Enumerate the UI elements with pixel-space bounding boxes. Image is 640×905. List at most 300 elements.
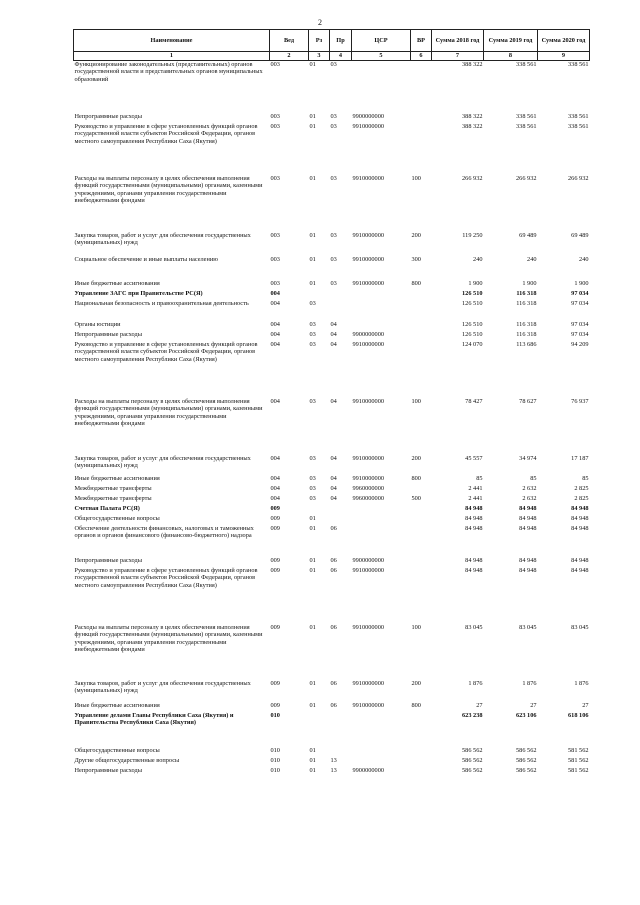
row-ved: 004 [270,321,280,328]
row-pr: 06 [330,525,337,532]
row-sum-2019: 83 045 [519,624,537,631]
row-name: Общегосударственные вопросы [74,747,160,754]
row-sum-2018: 27 [476,702,483,709]
row-csr: 9910000000 [352,680,384,687]
row-ved: 009 [270,567,280,574]
row-name: Управление делами Главы Республики Саха (Якутия) и Правительства Республики Саха (Якутия) [74,712,234,727]
row-rz: 03 [309,495,316,502]
row-csr: 9910000000 [352,455,384,462]
table-row [74,290,590,300]
row-pr: 04 [330,341,337,348]
header-sum-2020: Сумма 2020 год [538,30,590,52]
row-name: Руководство и управление в сфере установленных функций органов государственной власти субъектов Российской Федерации, органов местного самоуправления Республики Саха (Якутия) [74,341,258,363]
row-sum-2019: 240 [527,256,537,263]
row-ved: 009 [270,557,280,564]
row-pr: 06 [330,567,337,574]
row-sum-2018: 126 510 [462,300,483,307]
header-sum-2018: Сумма 2018 год [432,30,484,52]
row-sum-2018: 2 441 [468,485,483,492]
row-sum-2018: 126 510 [462,331,483,338]
table-row [74,767,590,777]
row-vr [411,505,432,515]
row-sum-2019: 1 900 [522,280,537,287]
row-sum-2018: 85 [476,475,483,482]
row-sum-2018: 126 510 [462,321,483,328]
row-ved: 004 [270,398,280,405]
row-csr [352,515,411,525]
row-rz: 01 [309,256,316,263]
row-vr [411,557,432,567]
row-csr: 9910000000 [352,280,384,287]
row-sum-2018: 126 510 [462,290,483,297]
row-ved: 004 [270,495,280,502]
row-rz: 01 [309,113,316,120]
row-sum-2018: 84 948 [465,525,483,532]
table-row [74,341,590,398]
row-rz: 01 [309,61,316,68]
row-sum-2020: 27 [582,702,589,709]
column-number: 8 [484,52,538,61]
row-name: Счетная Палата РС(Я) [74,505,140,512]
row-ved: 004 [270,300,280,307]
row-ved: 009 [270,680,280,687]
row-sum-2018: 1 876 [468,680,483,687]
table-row [74,680,590,702]
row-rz: 03 [309,331,316,338]
row-vr [411,61,432,114]
row-name: Расходы на выплаты персоналу в целях обеспечения выполнения функций государственными (муниципальными) органами, казенными учреждениями, органами управления государственными внебюджетными фондами [74,624,263,654]
row-name: Руководство и управление в сфере установленных функций органов государственной власти субъектов Российской Федерации, органов местного самоуправления Республики Саха (Якутия) [74,123,258,145]
row-ved: 009 [270,515,280,522]
row-pr: 06 [330,624,337,631]
row-rz: 01 [309,624,316,631]
table-row [74,175,590,232]
row-pr: 13 [330,757,337,764]
row-sum-2020: 581 562 [568,767,589,774]
row-sum-2018: 586 562 [462,767,483,774]
row-csr: 9900000000 [352,557,384,564]
row-sum-2018: 388 322 [462,61,483,68]
row-pr: 03 [330,280,337,287]
header-vr: ВР [411,30,432,52]
row-sum-2018: 586 562 [462,757,483,764]
row-vr [411,712,432,747]
row-rz: 01 [309,123,316,130]
row-name: Межбюджетные трансферты [74,485,152,492]
row-name: Управление ЗАГС при Правительстве РС(Я) [74,290,203,297]
row-rz: 01 [309,232,316,239]
row-ved: 003 [270,232,280,239]
row-pr: 04 [330,455,337,462]
row-sum-2018: 388 322 [462,123,483,130]
row-rz [309,505,330,515]
header-pr: Пр [330,30,352,52]
column-number: 5 [352,52,411,61]
row-csr [352,747,411,757]
row-ved: 004 [270,475,280,482]
row-vr: 800 [411,280,421,287]
table-row [74,280,590,290]
row-rz: 03 [309,455,316,462]
table-row [74,702,590,712]
row-ved: 004 [270,485,280,492]
row-name: Общегосударственные вопросы [74,515,160,522]
row-csr [352,300,411,321]
row-pr: 03 [330,232,337,239]
row-name: Расходы на выплаты персоналу в целях обеспечения выполнения функций государственными (муниципальными) органами, казенными учреждениями, органами управления государственными внебюджетными фондами [74,175,263,205]
table-body [74,61,590,778]
row-sum-2018: 124 070 [462,341,483,348]
table-row [74,475,590,485]
column-number-row [74,52,590,61]
row-name: Социальное обеспечение и иные выплаты населению [74,256,218,263]
row-csr: 9960000000 [352,495,384,502]
row-sum-2019: 2 632 [522,485,537,492]
row-sum-2018: 84 948 [465,505,483,512]
row-sum-2019: 78 627 [519,398,537,405]
row-sum-2019: 34 974 [519,455,537,462]
row-csr: 9910000000 [352,232,384,239]
table-row [74,232,590,256]
row-sum-2020: 76 937 [571,398,589,405]
column-number: 3 [309,52,330,61]
row-rz: 03 [309,300,316,307]
column-number: 9 [538,52,590,61]
row-sum-2019: 586 562 [516,757,537,764]
row-sum-2020: 84 948 [571,515,589,522]
row-vr: 100 [411,398,421,405]
row-rz: 01 [309,557,316,564]
row-sum-2019: 266 932 [516,175,537,182]
row-name: Другие общегосударственные вопросы [74,757,180,764]
row-pr: 04 [330,321,337,328]
table-row [74,300,590,321]
row-ved: 003 [270,123,280,130]
row-name: Расходы на выплаты персоналу в целях обеспечения выполнения функций государственными (муниципальными) органами, казенными учреждениями, органами управления государственными внебюджетными фондами [74,398,263,428]
row-sum-2020: 84 948 [571,567,589,574]
row-ved: 003 [270,280,280,287]
row-vr [411,290,432,300]
row-sum-2019: 69 489 [519,232,537,239]
row-sum-2019: 116 318 [516,321,537,328]
row-sum-2018: 388 322 [462,113,483,120]
budget-table [73,29,590,777]
row-sum-2020: 338 561 [568,113,589,120]
row-sum-2018: 78 427 [465,398,483,405]
row-sum-2019: 84 948 [519,567,537,574]
row-csr [352,290,411,300]
row-sum-2020: 97 034 [571,300,589,307]
row-ved: 003 [270,256,280,263]
row-csr: 9910000000 [352,398,384,405]
row-sum-2019: 586 562 [516,747,537,754]
row-name: Обеспечение деятельности финансовых, налоговых и таможенных органов и органов финансового (финансово-бюджетного) надзора [74,525,254,540]
row-ved: 010 [270,767,280,774]
row-vr: 300 [411,256,421,263]
row-name: Органы юстиции [74,321,121,328]
row-sum-2019: 1 876 [522,680,537,687]
table-row [74,123,590,175]
row-sum-2018: 84 948 [465,557,483,564]
row-name: Функционирование законодательных (представительных) органов государственной власти и представительных органов муниципальных образований [74,61,263,83]
row-vr [411,300,432,321]
row-vr [411,331,432,341]
row-name: Межбюджетные трансферты [74,495,152,502]
row-ved: 003 [270,175,280,182]
row-rz: 01 [309,515,316,522]
row-vr: 800 [411,475,421,482]
row-vr: 200 [411,680,421,687]
row-csr: 9900000000 [352,767,384,774]
row-vr: 100 [411,624,421,631]
row-sum-2018: 84 948 [465,515,483,522]
row-sum-2020: 618 106 [568,712,589,719]
row-pr: 04 [330,331,337,338]
row-rz: 03 [309,398,316,405]
row-sum-2019: 338 561 [516,113,537,120]
table-row [74,331,590,341]
row-sum-2020: 240 [579,256,589,263]
header-name: Наименование [74,30,270,52]
row-sum-2020: 69 489 [571,232,589,239]
row-pr: 04 [330,475,337,482]
row-name: Руководство и управление в сфере установленных функций органов государственной власти субъектов Российской Федерации, органов местного самоуправления Республики Саха (Якутия) [74,567,258,589]
row-sum-2020: 97 034 [571,321,589,328]
row-name: Закупка товаров, работ и услуг для обеспечения государственных (муниципальных) нужд [74,455,251,470]
row-csr: 9960000000 [352,485,384,492]
row-rz [309,712,330,747]
row-csr: 9910000000 [352,341,384,348]
row-sum-2019: 338 561 [516,123,537,130]
row-pr [330,712,352,747]
row-csr [352,757,411,767]
row-vr: 800 [411,702,421,709]
row-name: Иные бюджетные ассигнования [74,475,160,482]
row-sum-2018: 84 948 [465,567,483,574]
row-sum-2018: 83 045 [465,624,483,631]
row-vr [411,515,432,525]
row-rz: 01 [309,175,316,182]
row-sum-2019: 27 [530,702,537,709]
row-csr [352,61,411,114]
row-sum-2020: 83 045 [571,624,589,631]
header-rz: Рз [309,30,330,52]
row-sum-2019: 338 561 [516,61,537,68]
row-ved: 009 [270,624,280,631]
row-csr: 9900000000 [352,113,384,120]
row-csr: 9910000000 [352,624,384,631]
row-pr: 04 [330,398,337,405]
row-pr: 03 [330,123,337,130]
row-csr: 9910000000 [352,702,384,709]
row-name: Закупка товаров, работ и услуг для обеспечения государственных (муниципальных) нужд [74,232,251,247]
row-rz: 01 [309,280,316,287]
row-sum-2019: 84 948 [519,515,537,522]
row-sum-2019: 116 318 [516,331,537,338]
row-vr: 200 [411,455,421,462]
column-number: 1 [74,52,270,61]
table-row [74,256,590,280]
row-rz [309,290,330,300]
row-csr [352,321,411,331]
table-row [74,61,590,114]
row-sum-2020: 581 562 [568,757,589,764]
row-name: Закупка товаров, работ и услуг для обеспечения государственных (муниципальных) нужд [74,680,251,695]
row-rz: 03 [309,321,316,328]
header-sum-2019: Сумма 2019 год [484,30,538,52]
row-sum-2020: 1 876 [574,680,589,687]
row-vr [411,113,432,123]
column-number: 6 [411,52,432,61]
table-row [74,757,590,767]
row-sum-2020: 84 948 [571,505,589,512]
row-vr: 500 [411,495,421,502]
row-sum-2020: 581 562 [568,747,589,754]
row-pr [330,300,352,321]
row-csr: 9900000000 [352,331,384,338]
table-row [74,712,590,747]
row-vr [411,341,432,398]
row-vr [411,767,432,777]
row-vr [411,525,432,557]
row-ved: 004 [270,290,280,297]
row-sum-2020: 1 900 [574,280,589,287]
row-sum-2020: 85 [582,475,589,482]
row-sum-2019: 113 686 [516,341,537,348]
row-ved: 004 [270,455,280,462]
row-sum-2020: 97 034 [571,331,589,338]
row-vr [411,567,432,624]
row-rz: 01 [309,757,316,764]
row-sum-2020: 2 825 [574,495,589,502]
row-sum-2019: 116 318 [516,300,537,307]
row-sum-2018: 2 441 [468,495,483,502]
row-pr: 03 [330,175,337,182]
row-pr: 13 [330,767,337,774]
column-number: 4 [330,52,352,61]
header-ved: Вед [270,30,309,52]
table-row [74,624,590,680]
row-vr [411,321,432,331]
row-rz: 01 [309,680,316,687]
row-sum-2018: 266 932 [462,175,483,182]
row-name: Непрограммные расходы [74,557,142,564]
row-ved: 004 [270,331,280,338]
row-rz: 03 [309,475,316,482]
column-number: 2 [270,52,309,61]
row-vr [411,485,432,495]
row-sum-2019: 623 106 [516,712,537,719]
page-number: 2 [318,18,322,27]
row-rz: 01 [309,702,316,709]
row-ved: 003 [270,61,280,68]
row-sum-2018: 119 250 [462,232,483,239]
row-ved: 010 [270,747,280,754]
row-sum-2018: 240 [473,256,483,263]
row-pr: 06 [330,557,337,564]
header-row [74,30,590,52]
row-sum-2020: 2 825 [574,485,589,492]
row-sum-2020: 84 948 [571,557,589,564]
row-ved: 010 [270,757,280,764]
row-pr [330,505,352,515]
row-pr: 06 [330,702,337,709]
table-row [74,113,590,123]
row-rz: 01 [309,525,316,532]
row-ved: 003 [270,113,280,120]
row-sum-2020: 97 034 [571,290,589,297]
row-sum-2019: 116 318 [516,290,537,297]
row-sum-2019: 84 948 [519,557,537,564]
row-sum-2018: 623 238 [462,712,483,719]
row-sum-2020: 266 932 [568,175,589,182]
row-csr: 9910000000 [352,567,384,574]
row-ved: 004 [270,341,280,348]
row-name: Национальная безопасность и правоохранительная деятельность [74,300,249,307]
row-rz: 01 [309,767,316,774]
row-csr [352,525,411,557]
row-rz: 01 [309,747,316,754]
table-row [74,747,590,757]
row-csr: 9910000000 [352,475,384,482]
table-row [74,495,590,505]
row-csr: 9910000000 [352,256,384,263]
row-sum-2019: 85 [530,475,537,482]
column-number: 7 [432,52,484,61]
row-vr: 200 [411,232,421,239]
row-sum-2019: 84 948 [519,505,537,512]
row-sum-2019: 84 948 [519,525,537,532]
table-row [74,525,590,557]
row-rz: 03 [309,485,316,492]
row-name: Непрограммные расходы [74,767,142,774]
row-csr: 9910000000 [352,175,384,182]
table-row [74,398,590,455]
row-vr [411,757,432,767]
row-name: Непрограммные расходы [74,331,142,338]
row-sum-2018: 45 557 [465,455,483,462]
row-pr: 04 [330,485,337,492]
row-sum-2019: 586 562 [516,767,537,774]
row-vr [411,747,432,757]
row-csr: 9910000000 [352,123,384,130]
header-csr: ЦСР [352,30,411,52]
row-sum-2020: 17 187 [571,455,589,462]
row-sum-2018: 1 900 [468,280,483,287]
row-name: Иные бюджетные ассигнования [74,280,160,287]
row-csr [352,505,411,515]
table-row [74,485,590,495]
row-ved: 009 [270,702,280,709]
row-pr [330,747,352,757]
row-ved: 009 [270,505,280,512]
row-pr: 03 [330,113,337,120]
row-pr: 06 [330,680,337,687]
row-sum-2020: 94 209 [571,341,589,348]
row-sum-2020: 338 561 [568,123,589,130]
row-sum-2020: 84 948 [571,525,589,532]
row-vr [411,123,432,175]
row-name: Непрограммные расходы [74,113,142,120]
row-rz: 03 [309,341,316,348]
row-ved: 009 [270,525,280,532]
row-sum-2020: 338 561 [568,61,589,68]
table-row [74,567,590,624]
row-pr: 03 [330,61,337,68]
row-pr: 03 [330,256,337,263]
row-pr [330,290,352,300]
row-ved: 010 [270,712,280,719]
